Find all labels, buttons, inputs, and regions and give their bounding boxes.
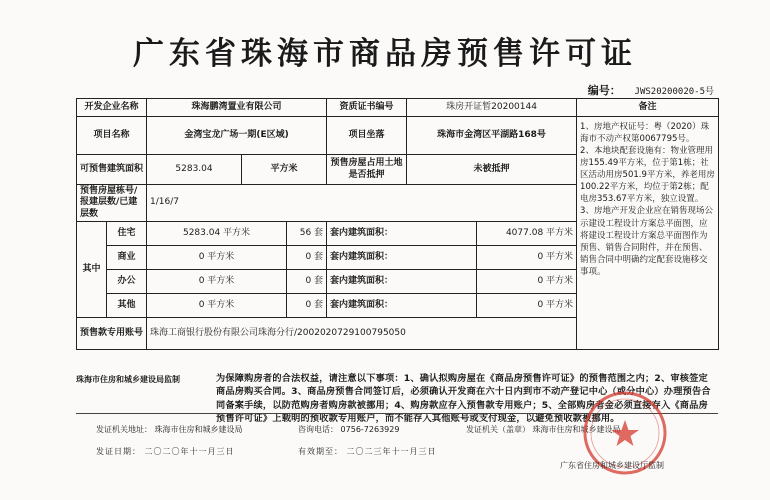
row-inner-value: 0 平方米	[477, 269, 577, 293]
document-title: 广东省珠海市商品房预售许可证	[133, 36, 637, 72]
remark-2: 2、本地块配套设施有：物业管理用房155.49平方米，位于第1栋；社区活动用房501.9平方米，养老用房100.22平方米，均位于第2栋；配电房353.67平方米，独立设置。	[580, 146, 715, 205]
project-value: 金湾宝龙广场一期(E区域)	[147, 117, 327, 155]
location-value: 珠海市金湾区平湖路168号	[407, 117, 577, 155]
row-inner-value: 0 平方米	[477, 245, 577, 269]
authority-label: 发证机关（盖章）	[466, 425, 530, 434]
issuer-address-value: 珠海市住房和城乡建设局	[154, 425, 243, 434]
group-label: 其中	[77, 221, 107, 317]
developer-label: 开发企业名称	[77, 99, 147, 117]
row-type: 商业	[107, 245, 147, 269]
remarks-label: 备注	[577, 99, 719, 117]
row-units: 0 套	[287, 293, 327, 317]
account-label: 预售款专用账号	[77, 317, 147, 349]
row-area: 0 平方米	[147, 293, 287, 317]
row-inner-value: 4077.08 平方米	[477, 221, 577, 245]
area-label: 可预售建筑面积	[77, 155, 147, 185]
issuer-address-label: 发证机关地址：	[96, 425, 152, 434]
row-area: 0 平方米	[147, 245, 287, 269]
row-inner-label: 套内建筑面积：	[327, 293, 477, 317]
building-value: 1/16/7	[147, 185, 577, 222]
seal-caption: 广东省住房和城乡建设厅监制	[560, 461, 664, 470]
buyer-notice: 为保障购房者的合法权益，请注意以下事项：1、确认拟购房屋在《商品房预售许可证》的预售范围之内；2、审核签定商品房购买合同。3、商品房预售合同签订后，必须确认开发商在六十日内到市不动产登记中心（或分中心）办理预告合同备案手续，以防范购房者购房款被挪用；4、购房款应存入预售款专用账户；5、全部购房者金必须直接存入《商品房预售许可证》上载明的预收款专用账户，而不能存入其他账号或支付现金，以避免预收款被挪用。	[216, 373, 711, 425]
developer-value: 珠海鹏湾置业有限公司	[147, 99, 327, 117]
row-area: 5283.04 平方米	[147, 221, 287, 245]
mortgage-label: 预售房屋占用土地是否抵押	[327, 155, 407, 185]
remark-3: 3、房地产开发企业应在销售现场公示建设工程设计方案总平面图，应将建设工程设计方案总平面图作为预售、销售合同附件，并在预售、销售合同中明确约定配套设施移交事项。	[580, 206, 713, 277]
row-type: 其他	[107, 293, 147, 317]
issue-date-label: 发证日期：	[96, 447, 141, 456]
area-unit: 平方米	[242, 155, 327, 185]
building-label: 预售房屋栋号/报建层数/已建层数	[77, 185, 147, 222]
remark-1: 1、房地产权证号：粤（2020）珠海市不动产权第0067795号。	[580, 122, 710, 145]
phone-value: 0756-7263929	[340, 425, 400, 434]
certificate-value: 珠房开证暂20200144	[407, 99, 577, 117]
location-label: 项目坐落	[327, 117, 407, 155]
account-value: 珠海工商银行股份有限公司珠海分行/2002020729100795050	[147, 317, 719, 349]
row-inner-label: 套内建筑面积：	[327, 221, 477, 245]
row-units: 0 套	[287, 245, 327, 269]
supervisor-text: 珠海市住房和城乡建设局监制	[76, 375, 180, 384]
expiry-date: 二〇二三年十一月三日	[346, 447, 437, 456]
row-inner-label: 套内建筑面积：	[327, 245, 477, 269]
mortgage-value: 未被抵押	[407, 155, 577, 185]
row-units: 56 套	[287, 221, 327, 245]
project-label: 项目名称	[77, 117, 147, 155]
serial-number	[588, 82, 714, 98]
row-inner-value: 0 平方米	[477, 293, 577, 317]
row-units: 0 套	[287, 269, 327, 293]
row-type: 办公	[107, 269, 147, 293]
row-inner-label: 套内建筑面积：	[327, 269, 477, 293]
row-area: 0 平方米	[147, 269, 287, 293]
remarks-cell	[577, 117, 719, 350]
phone-label: 咨询电话：	[298, 425, 338, 434]
row-type: 住宅	[107, 221, 147, 245]
authority-value: 珠海市住房和城乡建设局	[532, 425, 621, 434]
area-value: 5283.04	[147, 155, 242, 185]
serial-value: JWS20200020-5号	[634, 87, 714, 97]
license-table	[76, 98, 719, 350]
certificate-label: 资质证书编号	[327, 99, 407, 117]
expiry-date-label: 有效期至：	[298, 447, 343, 456]
issue-date: 二〇二〇年十一月三日	[144, 447, 235, 456]
serial-label: 编号：	[587, 84, 621, 97]
